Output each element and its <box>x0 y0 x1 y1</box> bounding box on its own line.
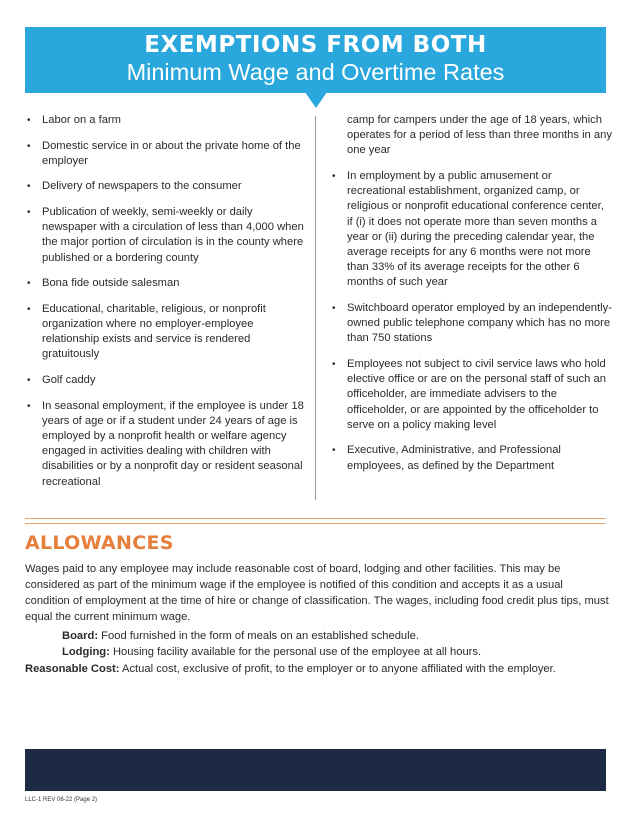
exemption-item <box>330 357 612 433</box>
bullet-icon: • <box>27 181 31 193</box>
footer-bar <box>25 749 606 791</box>
page-subtitle: Minimum Wage and Overtime Rates <box>126 59 505 85</box>
allowances-heading: ALLOWANCES <box>25 532 174 554</box>
exemption-text: Delivery of newspapers to the consumer <box>42 180 242 193</box>
exemption-item <box>25 399 305 490</box>
exemption-item <box>25 205 305 266</box>
exemption-item <box>25 373 305 388</box>
lodging-term: Lodging: <box>62 646 110 658</box>
reasonable-cost-definition <box>25 661 556 677</box>
bullet-icon: • <box>27 374 31 386</box>
bullet-icon: • <box>27 400 31 412</box>
exemption-text: In seasonal employment, if the employee is under 18 years of age or if a student under 24 years of age is employed by a nonprofit health or welfare agency engaged in activities dealing with children with disabilities or by a nonprofit day or resident seasonal recreational <box>42 399 304 488</box>
exemptions-right-list <box>330 169 612 474</box>
exemption-item <box>330 169 612 291</box>
banner-pointer-triangle <box>305 92 327 108</box>
exemption-text: Educational, charitable, religious, or nonprofit organization where no employer-employee relationship exists and service is rendered gratuitously <box>42 302 266 361</box>
reasonable-cost-term: Reasonable Cost: <box>25 663 120 675</box>
exemption-continuation: camp for campers under the age of 18 years, which operates for a period of less than three months in any one year <box>347 114 612 157</box>
exemption-text: Employees not subject to civil service laws who hold elective office or are on the personal staff of such an officeholder, are immediate advisers to the officeholder, or are appointed by the officeholder to serve on a policy making level <box>347 358 606 431</box>
header-banner <box>25 27 606 93</box>
exemption-text: Bona fide outside salesman <box>42 277 180 290</box>
bullet-icon: • <box>27 206 31 218</box>
exemption-text: Golf caddy <box>42 373 96 386</box>
section-divider-top <box>25 518 606 519</box>
exemptions-left-column <box>25 113 305 500</box>
column-divider <box>315 116 316 500</box>
lodging-text: Housing facility available for the personal use of the employee at all hours. <box>112 646 482 658</box>
bullet-icon: • <box>27 278 31 290</box>
bullet-icon: • <box>27 115 31 126</box>
exemption-item <box>25 276 305 291</box>
exemption-item <box>330 301 612 347</box>
exemptions-left-list <box>25 113 305 490</box>
board-term: Board: <box>62 630 99 642</box>
bullet-icon: • <box>332 171 336 182</box>
page-title: EXEMPTIONS FROM BOTH <box>144 32 487 58</box>
exemption-text: Publication of weekly, semi-weekly or daily newspaper with a circulation of less than 4,000 when the major portion of circulation is in the county where published or a bordering county <box>42 205 304 264</box>
bullet-icon: • <box>332 359 336 371</box>
exemption-text: Switchboard operator employed by an independently-owned public telephone company which has no more than 750 stations <box>347 302 612 345</box>
exemption-text: Domestic service in or about the private home of the employer <box>42 139 301 167</box>
bullet-icon: • <box>332 303 336 315</box>
exemptions-right-column <box>330 113 612 484</box>
bullet-icon: • <box>332 445 336 457</box>
exemption-item <box>25 302 305 363</box>
board-text: Food furnished in the form of meals on an established schedule. <box>101 630 419 642</box>
reasonable-cost-text: Actual cost, exclusive of profit, to the employer or to anyone affiliated with the employer. <box>122 663 556 675</box>
lodging-definition <box>62 644 481 660</box>
allowances-paragraph: Wages paid to any employee may include reasonable cost of board, lodging and other facilities. This may be considered as part of the minimum wage if the employee is notified of this condition and accepts it as a usual condition of employment at the time of hire or change of classification. The wages, including food credit plus tips, must equal the current minimum wage. <box>25 563 609 623</box>
section-divider-bottom <box>25 523 606 524</box>
exemption-item <box>25 179 305 194</box>
exemption-text: Executive, Administrative, and Professional employees, as defined by the Department <box>347 444 561 472</box>
board-definition <box>62 628 419 644</box>
exemption-text: In employment by a public amusement or recreational establishment, organized camp, or religious or nonprofit educational conference center, if (i) it does not operate more than seven months a year or (ii) during the preceding calendar year, the average receipts for any 6 months were not more than 33% of its average receipts for the other 6 months of such year <box>347 170 604 289</box>
form-id: LLC-1 REV 06-22 (Page 2) <box>25 797 98 803</box>
bullet-icon: • <box>27 140 31 152</box>
exemption-item <box>25 113 305 128</box>
exemption-item <box>25 139 305 169</box>
bullet-icon: • <box>27 303 31 315</box>
exemption-text: Labor on a farm <box>42 114 121 126</box>
exemption-item <box>330 443 612 473</box>
